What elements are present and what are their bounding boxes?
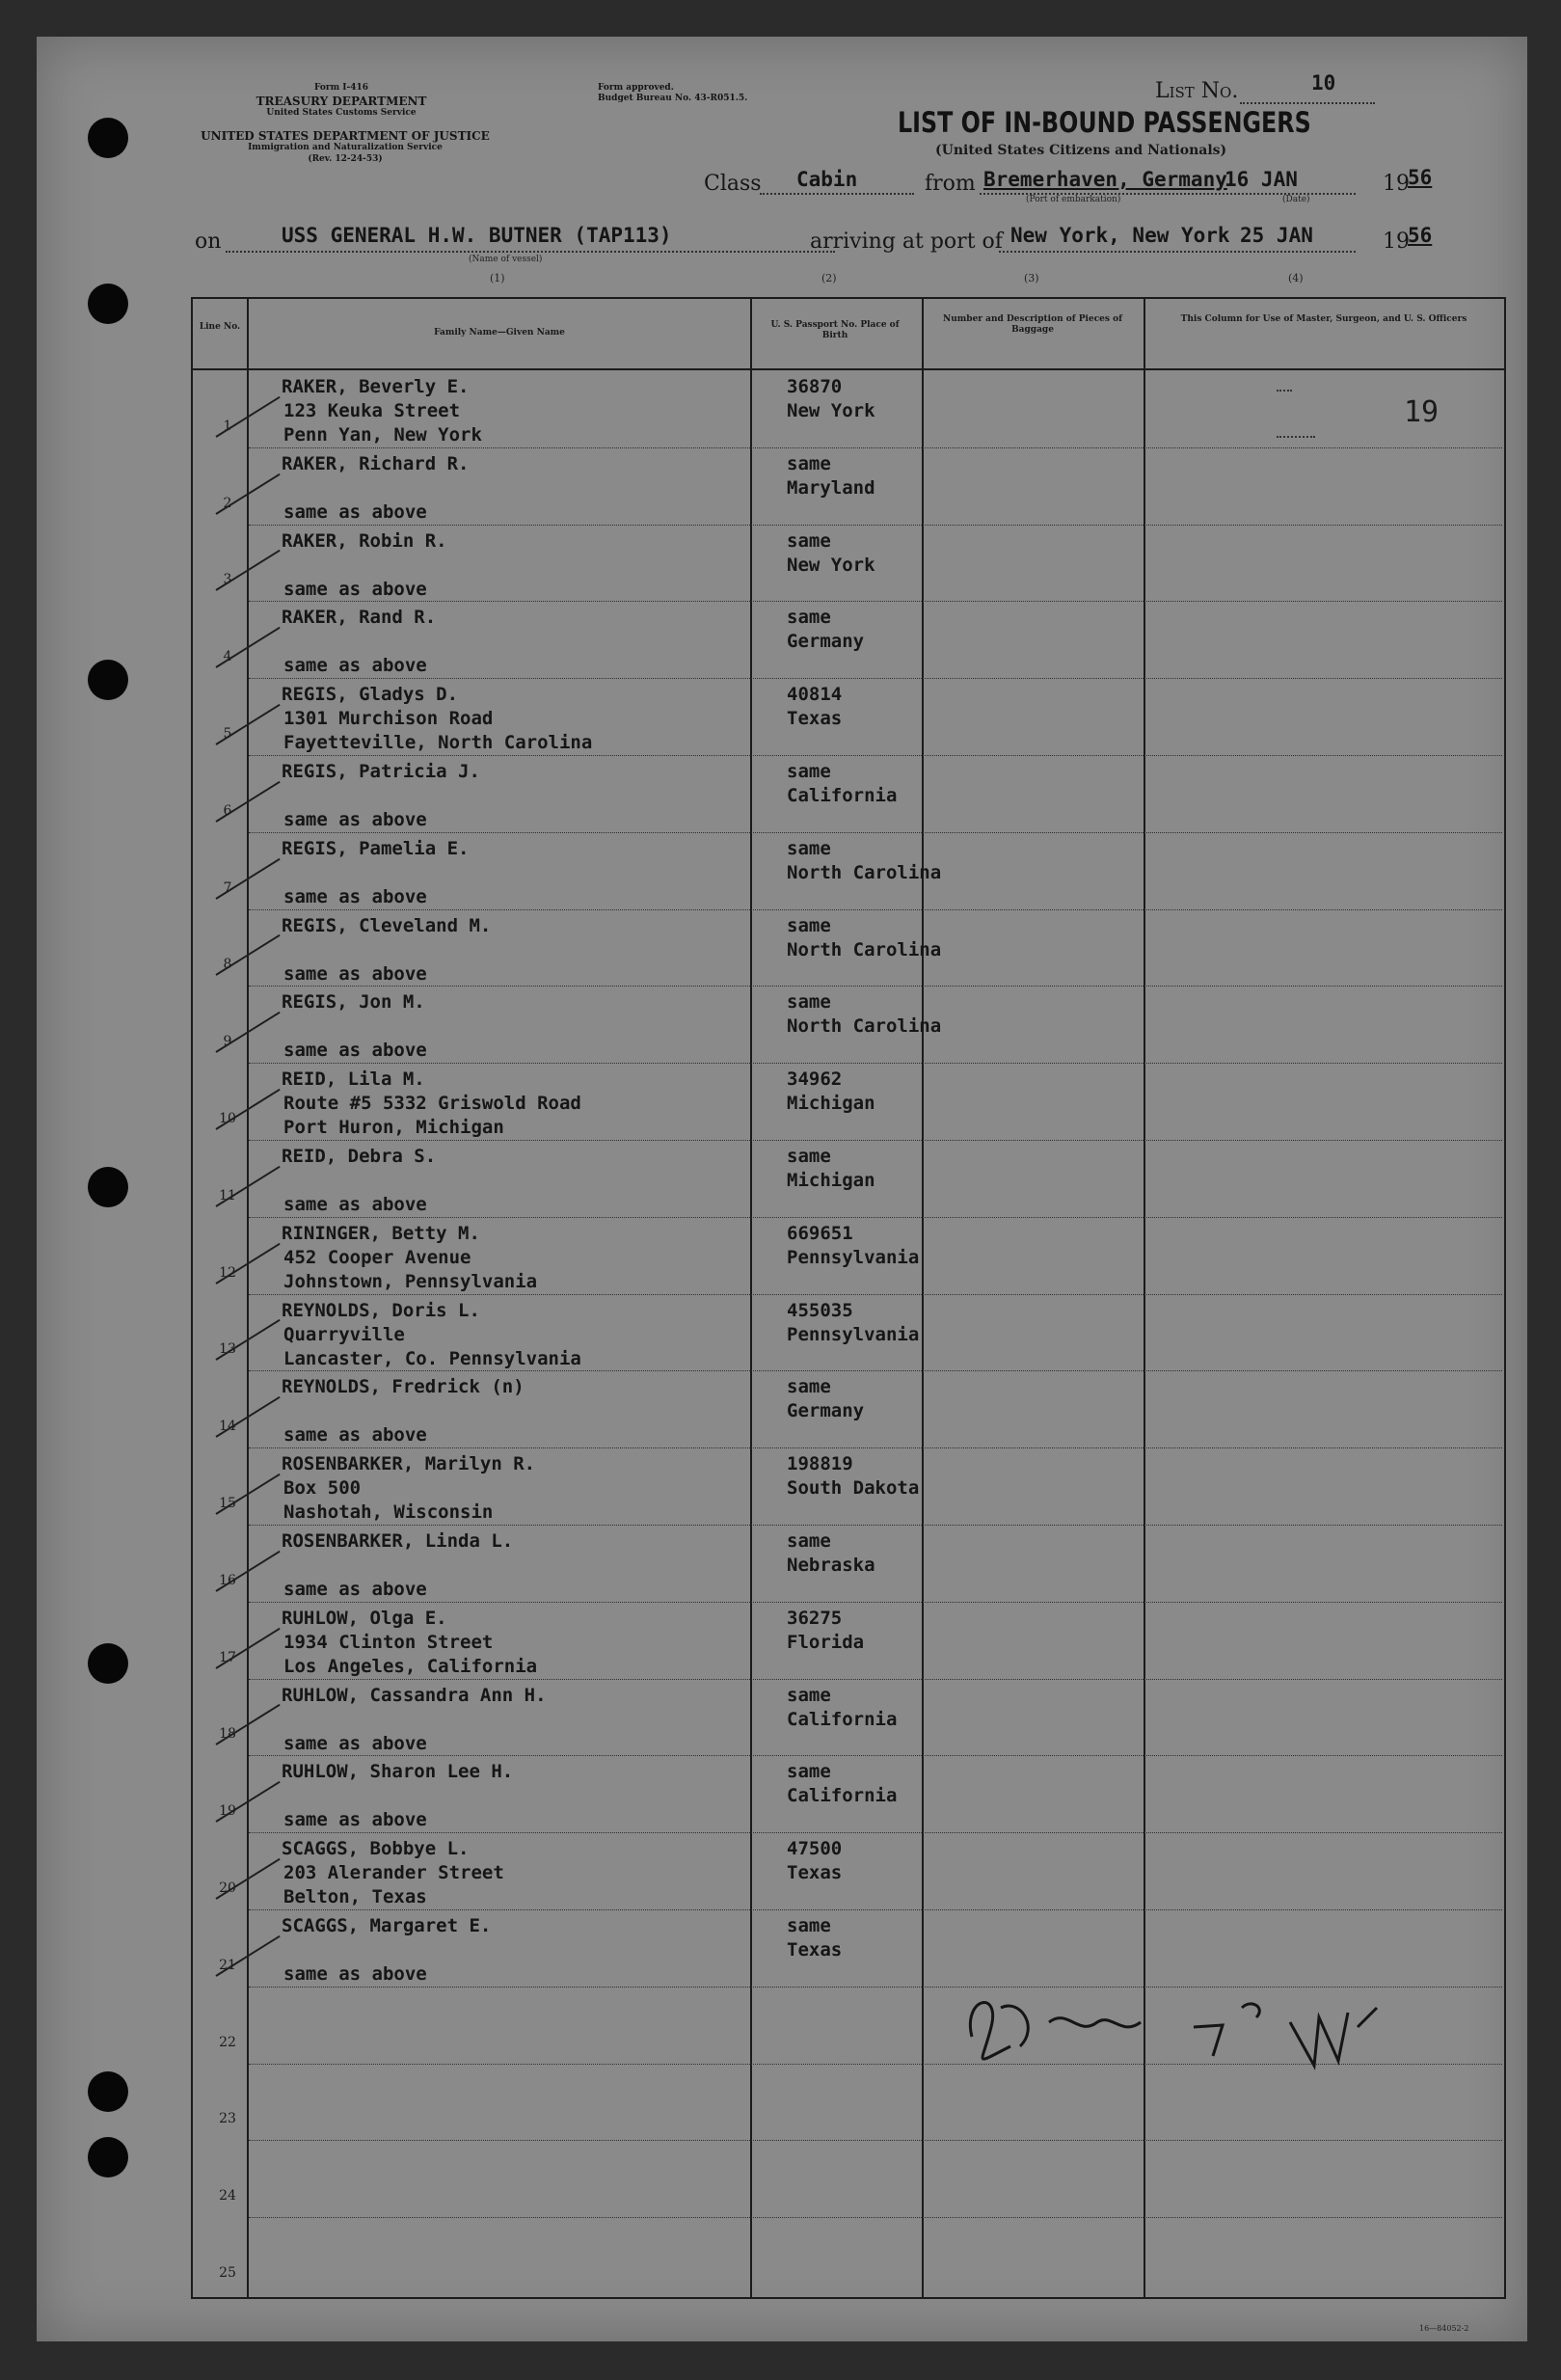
- passenger-name: REGIS, Patricia J.: [282, 761, 480, 782]
- passport-number: 669651: [787, 1222, 853, 1244]
- passenger-address: Fayetteville, North Carolina: [283, 732, 593, 754]
- row-number: 6: [223, 802, 232, 819]
- passenger-address: Quarryville: [283, 1323, 405, 1345]
- row-separator: [249, 755, 1502, 756]
- passenger-name: REGIS, Cleveland M.: [282, 914, 492, 936]
- passport-number: same: [787, 837, 831, 859]
- passenger-name: RUHLOW, Sharon Lee H.: [282, 1761, 514, 1783]
- embarkation-port: Bremerhaven, Germany: [983, 168, 1227, 191]
- passenger-name: RAKER, Richard R.: [282, 452, 470, 474]
- row-separator: [249, 525, 1502, 526]
- punch-hole: [88, 118, 128, 158]
- passenger-name: REID, Debra S.: [282, 1146, 437, 1167]
- row-separator: [249, 1755, 1502, 1756]
- manifest-sheet: [37, 37, 1527, 2341]
- list-number-label: List No.: [1155, 79, 1239, 103]
- row-number: 11: [219, 1187, 236, 1204]
- passport-number: 47500: [787, 1838, 843, 1860]
- place-of-birth: Germany: [787, 1400, 865, 1422]
- row-number: 22: [219, 2034, 236, 2050]
- officer-mark-dash: [1277, 390, 1292, 392]
- column-header-baggage: Number and Description of Pieces of Baggage: [943, 314, 1122, 335]
- row-number: 9: [223, 1034, 232, 1050]
- place-of-birth: Pennsylvania: [787, 1246, 920, 1268]
- vessel-on-label: on: [195, 230, 222, 254]
- row-number: 12: [219, 1264, 236, 1281]
- passenger-name: REGIS, Pamelia E.: [282, 837, 470, 859]
- column-header-line: Line No.: [199, 322, 241, 332]
- passenger-address: Port Huron, Michigan: [283, 1117, 504, 1139]
- place-of-birth: New York: [787, 400, 875, 421]
- column-header-name: Family Name—Given Name: [434, 328, 565, 338]
- column-number-4: (4): [1288, 272, 1304, 284]
- row-separator: [249, 601, 1502, 602]
- port-caption: (Port of embarkation): [1026, 195, 1121, 204]
- passenger-name: REYNOLDS, Fredrick (n): [282, 1376, 525, 1398]
- address-same-note: same as above: [283, 1424, 427, 1447]
- passenger-name: RAKER, Beverly E.: [282, 376, 470, 397]
- place-of-birth: Texas: [787, 1939, 843, 1961]
- class-line: [760, 193, 914, 195]
- passenger-name: REGIS, Jon M.: [282, 991, 425, 1014]
- passenger-address: Los Angeles, California: [283, 1655, 538, 1677]
- row-separator: [249, 1447, 1502, 1448]
- arrival-year: 56: [1408, 224, 1433, 247]
- passport-number: same: [787, 1146, 831, 1167]
- column-divider: [247, 297, 249, 2297]
- row-separator: [249, 832, 1502, 833]
- place-of-birth: New York: [787, 554, 875, 576]
- passenger-address: 203 Alerander Street: [283, 1862, 504, 1884]
- row-separator: [249, 1909, 1502, 1910]
- row-separator: [249, 1140, 1502, 1141]
- passport-number: same: [787, 1376, 831, 1398]
- row-separator: [249, 1294, 1502, 1295]
- arrival-port: New York, New York: [1010, 224, 1230, 247]
- class-value: Cabin: [796, 168, 858, 191]
- form-print-code: 16—84052-2: [1419, 2324, 1469, 2333]
- place-of-birth: Texas: [787, 1862, 843, 1884]
- place-of-birth: Germany: [787, 631, 865, 653]
- place-of-birth: Texas: [787, 708, 843, 730]
- passenger-address: Lancaster, Co. Pennsylvania: [283, 1347, 581, 1369]
- from-label: from: [925, 172, 976, 196]
- header-rule: [191, 368, 1504, 370]
- address-same-note: same as above: [283, 1579, 427, 1600]
- passenger-address: 452 Cooper Avenue: [283, 1246, 471, 1268]
- passenger-address: Nashotah, Wisconsin: [283, 1501, 494, 1524]
- passport-number: 34962: [787, 1068, 843, 1091]
- passenger-address: Box 500: [283, 1477, 362, 1500]
- row-number: 8: [223, 957, 232, 973]
- passenger-name: SCAGGS, Margaret E.: [282, 1915, 492, 1936]
- row-number: 14: [219, 1419, 236, 1435]
- passenger-name: REID, Lila M.: [282, 1068, 425, 1091]
- budget-bureau-number: Budget Bureau No. 43-R051.5.: [598, 94, 748, 103]
- column-divider: [750, 297, 752, 2297]
- passport-number: same: [787, 1684, 831, 1706]
- passport-number: same: [787, 607, 831, 629]
- row-separator: [249, 1832, 1502, 1833]
- revision-date: (Rev. 12-24-53): [308, 154, 383, 164]
- passport-number: same: [787, 991, 831, 1014]
- row-number: 16: [219, 1572, 236, 1588]
- column-number-3: (3): [1024, 272, 1039, 284]
- row-number: 19: [219, 1803, 236, 1820]
- passport-number: 455035: [787, 1299, 853, 1321]
- year-prefix-arrival: 19: [1383, 230, 1410, 254]
- punch-hole: [88, 2071, 128, 2112]
- place-of-birth: North Carolina: [787, 861, 942, 883]
- address-same-note: same as above: [283, 809, 427, 830]
- officer-mark-dash: [1277, 436, 1315, 438]
- passenger-name: RUHLOW, Cassandra Ann H.: [282, 1684, 547, 1706]
- passport-number: same: [787, 1761, 831, 1783]
- passenger-address: 123 Keuka Street: [283, 400, 461, 421]
- passenger-address: Route #5 5332 Griswold Road: [283, 1093, 581, 1115]
- form-approved: Form approved.: [598, 83, 674, 93]
- address-same-note: same as above: [283, 578, 427, 600]
- place-of-birth: Florida: [787, 1631, 865, 1653]
- column-number-1: (1): [490, 272, 505, 284]
- address-same-note: same as above: [283, 655, 427, 677]
- row-separator: [249, 1525, 1502, 1526]
- place-of-birth: Michigan: [787, 1170, 875, 1191]
- row-number: 7: [223, 879, 232, 896]
- immigration-service: Immigration and Naturalization Service: [248, 143, 443, 152]
- row-number: 4: [223, 649, 232, 665]
- row-separator: [249, 1063, 1502, 1064]
- punch-hole: [88, 1643, 128, 1684]
- page-title: LIST OF IN-BOUND PASSENGERS: [898, 106, 1311, 139]
- officer-count-mark: 19: [1404, 395, 1440, 429]
- row-number: 15: [219, 1496, 236, 1511]
- year-prefix: 19: [1383, 172, 1410, 196]
- passport-number: 40814: [787, 684, 843, 706]
- list-number-line: [1240, 102, 1375, 104]
- passenger-address: Belton, Texas: [283, 1886, 427, 1908]
- address-same-note: same as above: [283, 962, 427, 985]
- passport-number: same: [787, 761, 831, 782]
- passenger-address: Johnstown, Pennsylvania: [283, 1270, 538, 1292]
- arrival-date: 25 JAN: [1240, 224, 1313, 247]
- place-of-birth: California: [787, 1785, 898, 1807]
- place-of-birth: North Carolina: [787, 1015, 942, 1038]
- row-number: 2: [223, 495, 232, 511]
- passenger-name: ROSENBARKER, Marilyn R.: [282, 1453, 536, 1475]
- list-number-value: 10: [1311, 71, 1336, 95]
- department-service: United States Customs Service: [266, 108, 417, 118]
- place-of-birth: Michigan: [787, 1093, 875, 1115]
- row-number: 13: [219, 1341, 236, 1358]
- justice-department: UNITED STATES DEPARTMENT OF JUSTICE: [201, 129, 490, 143]
- column-divider: [922, 297, 924, 2297]
- address-same-note: same as above: [283, 500, 427, 523]
- embarkation-date: 16 JAN: [1225, 168, 1298, 191]
- arrival-line: [999, 251, 1356, 253]
- passport-number: 36870: [787, 376, 843, 397]
- passenger-name: RININGER, Betty M.: [282, 1222, 480, 1244]
- column-number-2: (2): [821, 272, 837, 284]
- passenger-address: 1934 Clinton Street: [283, 1631, 494, 1653]
- passenger-name: REGIS, Gladys D.: [282, 684, 459, 706]
- address-same-note: same as above: [283, 1963, 427, 1985]
- place-of-birth: Maryland: [787, 476, 875, 499]
- address-same-note: same as above: [283, 1732, 427, 1754]
- passport-number: 198819: [787, 1453, 853, 1475]
- department-name: TREASURY DEPARTMENT: [256, 95, 427, 108]
- vessel-line: [226, 251, 835, 253]
- passport-number: same: [787, 529, 831, 552]
- passenger-name: ROSENBARKER, Linda L.: [282, 1530, 514, 1552]
- row-number: 10: [219, 1111, 236, 1126]
- passenger-name: RAKER, Robin R.: [282, 529, 447, 552]
- row-number: 1: [223, 418, 232, 434]
- passport-number: same: [787, 914, 831, 936]
- place-of-birth: Pennsylvania: [787, 1323, 920, 1345]
- row-separator: [249, 2217, 1502, 2218]
- row-number: 5: [223, 726, 232, 742]
- address-same-note: same as above: [283, 1194, 427, 1215]
- passenger-address: 1301 Murchison Road: [283, 708, 494, 730]
- row-number: 21: [219, 1957, 236, 1973]
- row-number: 18: [219, 1726, 236, 1743]
- place-of-birth: North Carolina: [787, 938, 942, 960]
- row-number: 3: [223, 572, 232, 588]
- row-separator: [249, 2140, 1502, 2141]
- row-separator: [249, 986, 1502, 987]
- passenger-name: SCAGGS, Bobbye L.: [282, 1838, 470, 1860]
- row-number: 20: [219, 1880, 236, 1896]
- row-number: 17: [219, 1649, 236, 1665]
- passenger-name: RAKER, Rand R.: [282, 607, 437, 629]
- column-header-passport: U. S. Passport No. Place of Birth: [770, 320, 900, 340]
- place-of-birth: Nebraska: [787, 1555, 875, 1576]
- row-separator: [249, 909, 1502, 910]
- address-same-note: same as above: [283, 885, 427, 907]
- vessel-name: USS GENERAL H.W. BUTNER (TAP113): [282, 224, 672, 247]
- row-number: 24: [219, 2188, 236, 2204]
- form-number: Form I-416: [313, 83, 369, 93]
- place-of-birth: South Dakota: [787, 1477, 920, 1500]
- passport-number: 36275: [787, 1607, 843, 1629]
- place-of-birth: California: [787, 1708, 898, 1730]
- place-of-birth: California: [787, 785, 898, 806]
- class-label: Class: [704, 172, 762, 196]
- passenger-address: Penn Yan, New York: [283, 424, 482, 446]
- page-subtitle: (United States Citizens and Nationals): [935, 143, 1227, 158]
- passenger-name: REYNOLDS, Doris L.: [282, 1299, 480, 1321]
- passport-number: same: [787, 1915, 831, 1936]
- address-same-note: same as above: [283, 1809, 427, 1831]
- punch-hole: [88, 2137, 128, 2177]
- row-separator: [249, 1602, 1502, 1603]
- arriving-label: arriving at port of: [810, 230, 1003, 254]
- passport-number: same: [787, 452, 831, 474]
- row-separator: [249, 678, 1502, 679]
- passenger-name: RUHLOW, Olga E.: [282, 1607, 447, 1629]
- vessel-caption: (Name of vessel): [469, 255, 543, 264]
- passport-number: same: [787, 1530, 831, 1552]
- embarkation-year: 56: [1408, 166, 1433, 189]
- row-number: 25: [219, 2265, 236, 2281]
- row-separator: [249, 1370, 1502, 1371]
- row-separator: [249, 1217, 1502, 1218]
- punch-hole: [88, 660, 128, 700]
- column-header-officers: This Column for Use of Master, Surgeon, and U. S. Officers: [1180, 314, 1467, 324]
- date-caption: (Date): [1282, 195, 1310, 204]
- address-same-note: same as above: [283, 1040, 427, 1062]
- row-number: 23: [219, 2111, 236, 2127]
- punch-hole: [88, 1167, 128, 1207]
- row-separator: [249, 447, 1502, 448]
- punch-hole: [88, 284, 128, 324]
- handwritten-signature: [933, 1969, 1512, 2085]
- row-separator: [249, 1679, 1502, 1680]
